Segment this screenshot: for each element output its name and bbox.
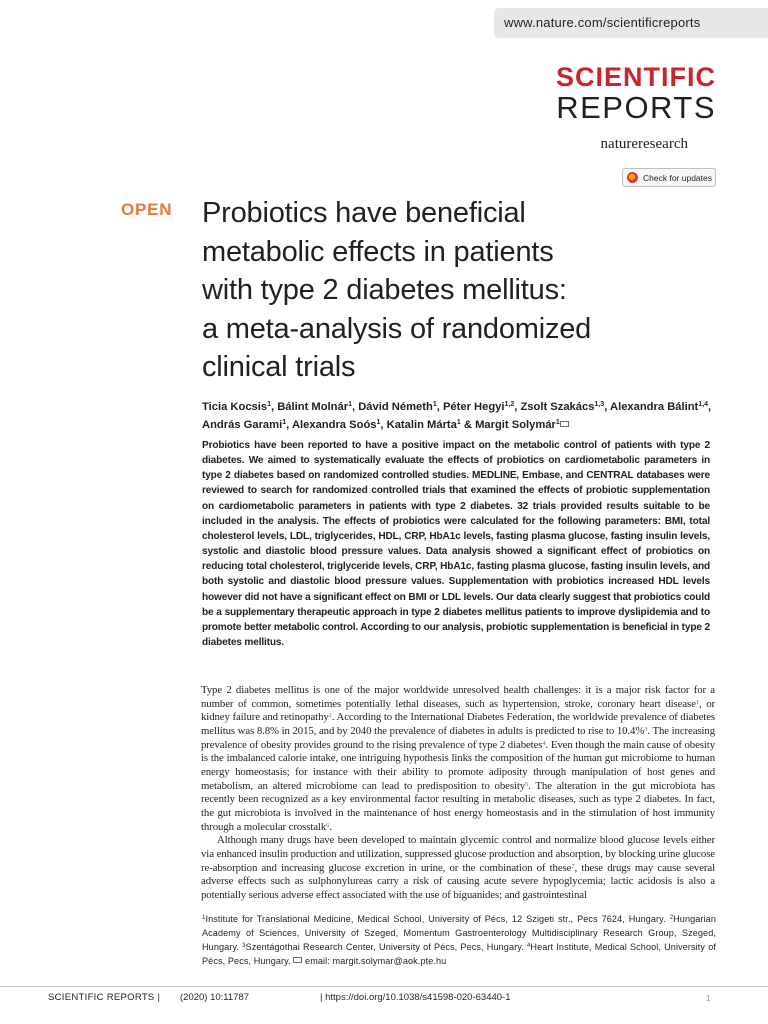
- publisher-research: research: [638, 136, 688, 152]
- author-affil: 1: [456, 419, 461, 426]
- author-name[interactable]: Alexandra Soós: [291, 419, 377, 431]
- journal-logo: [556, 64, 716, 123]
- reference-link[interactable]: 5: [525, 780, 529, 788]
- author-affil: 1: [376, 419, 381, 426]
- email-icon: [293, 957, 302, 963]
- open-access-label: OPEN: [121, 200, 173, 219]
- author-name[interactable]: Dávid Németh: [358, 401, 433, 413]
- author-affil: 1: [267, 401, 271, 408]
- author-affil: 1,3: [594, 401, 605, 408]
- abstract: Probiotics have been reported to have a positive impact on the metabolic control of patients with type 2 diabetes. We aimed to systematically evaluate the effects of probiotics on cardiometabolic parameters in type 2 diabetes based on randomized controlled studies. MEDLINE, Embase, and CENTRAL databases were reviewed to search for randomized controlled trials that examined the effects of probiotic supplementation on cardiometabolic parameters in patients with type 2 diabetes. 32 trials provided results suitable to be included in the analysis. The effects of probiotics were calculated for the following parameters: BMI, total cholesterol levels, LDL, triglycerides, HDL, CRP, HbA1c levels, fasting plasma glucose, fasting insulin levels, systolic and diastolic blood pressure values. Data analysis showed a significant effect of probiotics on reducing total cholesterol, triglyceride levels, CRP, HbA1c, fasting plasma glucose, fasting insulin levels, and both systolic and diastolic blood pressure values. Supplementation with probiotics increased HDL levels however did not have a significant effect on BMI or LDL levels. Our data clearly suggest that probiotics could be a supplementary therapeutic approach in type 2 diabetes mellitus patients to improve dyslipidemia and to promote better metabolic control. According to our analysis, probiotic supplementation is beneficial in type 2 diabetes mellitus.: [202, 440, 710, 649]
- paragraph: Although many drugs have been developed to maintain glycemic control and normalize blood glucose levels either via enhanced insulin production and utilization, suppressed glucose production and absorption, by blocking urine glucose re-absorption and increasing glucose excretion in urine, or the combination of these$^7$, these drugs may cause several adverse effects such as sulphonylureas carry a risk of causing acute severe hypoglycemia; lactic acidosis is also a potentially serious adverse effect associated with the use of biguanides; and gastrointestinal: [201, 834, 715, 901]
- journal-url[interactable]: www.nature.com/scientificreports: [504, 15, 701, 30]
- publisher-nature: nature: [600, 136, 639, 152]
- article-title: [202, 194, 722, 387]
- paragraph: Type 2 diabetes mellitus is one of the major worldwide unresolved health challenges: it is a major risk factor for a number of common, sometimes potentially lethal diseases, such as hypertension, stroke, coronary heart disease$^1$, or kidney failure and retinopathy$^2$. According to the International Diabetes Federation, the worldwide prevalence of diabetes mellitus was 8.8% in 2015, and by 2040 the prevalence of diabetes in adults is predicted to rise to 10.4%$^3$. The increasing prevalence of obesity provides ground to the rising prevalence of type 2 diabetes$^4$. Even though the main cause of obesity is the imbalanced calorie intake, one intriguing hypothesis links the composition of the human gut microbiome to human energy homeostasis; for instance with their ability to promote adiposity through manipulation of host genes and metabolism, an altered microbiome can lead to predisposition to obesity$^5$. The alteration in the gut microbiota has recently been recognized as a key environmental factor resulting in metabolic diseases, such as type 2 diabetes. In fact, the gut microbiota is involved in the maintenance of host energy homeostasis and in the stimulation of host immunity through a molecular crosstalk$^6$.: [201, 684, 715, 833]
- check-updates-button[interactable]: [622, 168, 716, 187]
- logo-line2: REPORTS: [556, 90, 716, 125]
- check-updates-label: Check for updates: [643, 172, 712, 183]
- author-name[interactable]: András Garami: [202, 419, 283, 431]
- author-affil: 1,2: [504, 401, 515, 408]
- reference-link[interactable]: 4: [542, 739, 546, 747]
- affiliations: $^1$Institute for Translational Medicine, Medical School, University of Pécs, 12 Szigeti str., Pecs 7624, Hungary. $^2$Hungarian Academy of Sciences, University of Szeged, Momentum Gastroenterology Multidisciplinary Research Group, Szeged, Hungary. $^3$Szentágothai Research Center, University of Pécs, Pecs, Hungary. $^4$Heart Institute, Medical School, University of Pécs, Pecs, Hungary. email: margit.solymar@aok.pte.hu: [202, 914, 716, 966]
- author-name[interactable]: Zsolt Szakács: [520, 401, 595, 413]
- title-line: a meta-analysis of randomized: [202, 312, 592, 345]
- author-name[interactable]: Ticia Kocsis: [202, 401, 268, 413]
- author-name[interactable]: Bálint Molnár: [277, 401, 349, 413]
- page-number: 1: [706, 994, 711, 1003]
- footer-doi-link[interactable]: | https://doi.org/10.1038/s41598-020-63440-1: [320, 992, 511, 1003]
- email-icon[interactable]: [560, 421, 569, 427]
- reference-link[interactable]: 6: [326, 821, 330, 829]
- footer-journal: SCIENTIFIC REPORTS |: [48, 992, 161, 1003]
- reference-link[interactable]: 1: [695, 698, 699, 706]
- body-text: [201, 684, 715, 903]
- author-list: Ticia Kocsis$^1$, Bálint Molnár$^1$, Dávid Németh$^1$, Péter Hegyi$^{1,2}$, Zsolt Szakács$^{1,3}$, Alexandra Bálint$^{1,4}$, András Garami$^1$, Alexandra Soós$^1$, Katalin Márta$^1$ & Margit Solymár$^1$: [202, 401, 712, 431]
- reference-link[interactable]: 3: [644, 725, 648, 733]
- author-name[interactable]: Margit Solymár: [475, 419, 556, 431]
- crossmark-icon: [627, 172, 638, 183]
- author-affil: 1: [432, 401, 437, 408]
- author-affil: 1,4: [698, 401, 709, 408]
- title-line: with type 2 diabetes mellitus:: [202, 274, 567, 306]
- footer-citation: (2020) 10:11787: [180, 992, 250, 1003]
- reference-link[interactable]: 7: [571, 862, 575, 870]
- author-affil: 1: [555, 419, 560, 426]
- logo-line1: SCIENTIFIC: [555, 62, 716, 92]
- author-name[interactable]: Péter Hegyi: [442, 401, 505, 413]
- author-name[interactable]: Katalin Márta: [386, 419, 457, 431]
- title-line: Probiotics have beneficial: [202, 197, 526, 229]
- author-name[interactable]: Alexandra Bálint: [610, 401, 699, 413]
- publisher-logo: [601, 136, 688, 153]
- footer-divider: [0, 986, 768, 987]
- author-affil: 1: [282, 419, 287, 426]
- journal-url-tab[interactable]: [494, 8, 768, 38]
- title-line: clinical trials: [202, 351, 356, 383]
- corresponding-email[interactable]: email: margit.solymar@aok.pte.hu: [305, 956, 447, 966]
- reference-link[interactable]: 2: [328, 712, 332, 720]
- title-line: metabolic effects in patients: [202, 235, 554, 268]
- author-affil: 1: [348, 401, 352, 408]
